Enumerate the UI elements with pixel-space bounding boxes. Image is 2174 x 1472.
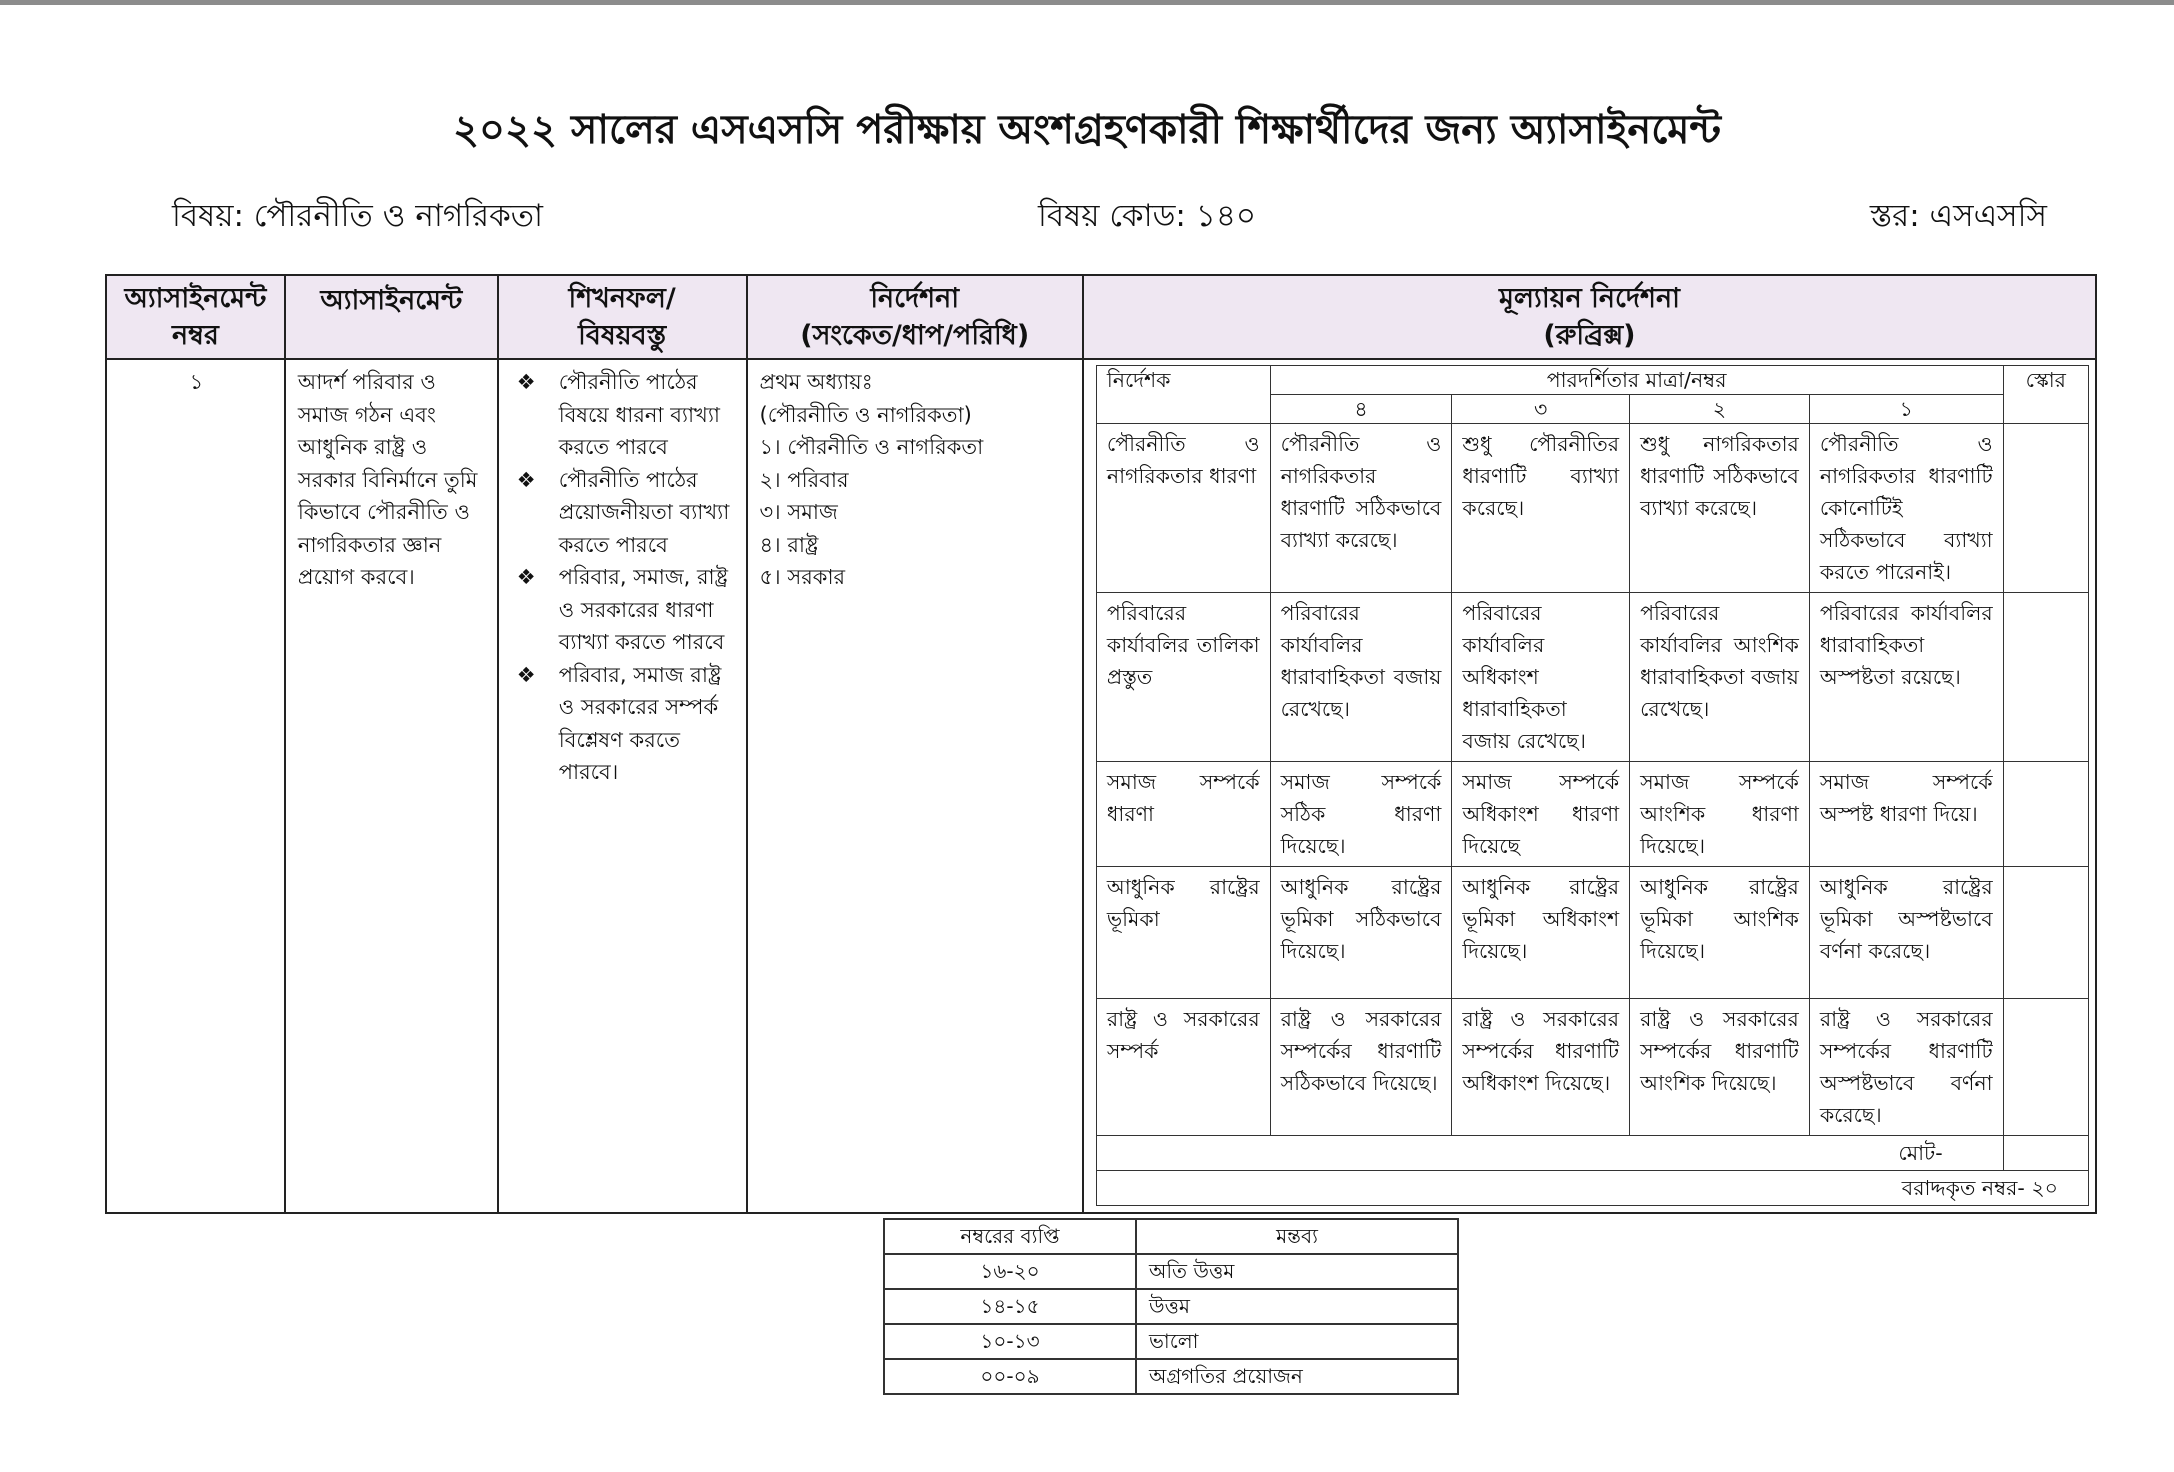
bullet-icon: ❖ bbox=[516, 565, 536, 589]
rubric-cell: রাষ্ট্র ও সরকারের সম্পর্কের ধারণাটি অধিকাংশ দিয়েছে। bbox=[1452, 999, 1630, 1136]
rubric-cell: শুধু নাগরিকতার ধারণাটি সঠিকভাবে ব্যাখ্যা করেছে। bbox=[1630, 424, 1810, 593]
grade-table bbox=[883, 1218, 1459, 1395]
rubric-cell: পরিবারের কার্যাবলির ধারাবাহিকতা অস্পষ্টতা রয়েছে। bbox=[1809, 593, 2003, 762]
rubric-cell: পরিবারের কার্যাবলির ধারাবাহিকতা বজায় রেখেছে। bbox=[1270, 593, 1452, 762]
page-title: ২০২২ সালের এসএসসি পরীক্ষায় অংশগ্রহণকারী শিক্ষার্থীদের জন্য অ্যাসাইনমেন্ট bbox=[453, 107, 1721, 153]
grade-range-header: নম্বরের ব্যপ্তি bbox=[884, 1219, 1136, 1254]
rubric-cell: রাষ্ট্র ও সরকারের সম্পর্কের ধারণাটি আংশিক দিয়েছে। bbox=[1630, 999, 1810, 1136]
rubric-score-cell bbox=[2003, 424, 2088, 593]
grade-range: ১০-১৩ bbox=[884, 1324, 1136, 1359]
assignment-text: আদর্শ পরিবার ও সমাজ গঠন এবং আধুনিক রাষ্ট্র ও সরকার বিনির্মানে তুমি কিভাবে পৌরনীতি ও নাগরিকতার জ্ঞান প্রয়োগ করবে। bbox=[285, 359, 498, 1213]
rubric-row bbox=[1096, 762, 2088, 867]
rubric-score-cell bbox=[2003, 999, 2088, 1136]
bullet-icon: ❖ bbox=[516, 662, 536, 687]
assignment-number: ১ bbox=[106, 359, 285, 1213]
rubric-score-header: স্কোর bbox=[2003, 366, 2088, 424]
rubric-table bbox=[1096, 365, 2089, 1206]
rubric-cell: পৌরনীতি ও নাগরিকতার ধারণাটি সঠিকভাবে ব্যাখ্যা করেছে। bbox=[1270, 424, 1452, 593]
instruction-line: ১। পৌরনীতি ও নাগরিকতা bbox=[759, 435, 984, 459]
outcome-item: ❖ পরিবার, সমাজ, রাষ্ট্র ও সরকারের ধারণা ব্যাখ্যা করতে পারবে bbox=[511, 561, 736, 659]
rubric-row bbox=[1096, 867, 2088, 999]
rubric-level: ৩ bbox=[1452, 395, 1630, 424]
rubric-indicator: সমাজ সম্পর্কে ধারণা bbox=[1096, 762, 1270, 867]
rubric-cell: সমাজ সম্পর্কে আংশিক ধারণা দিয়েছে। bbox=[1630, 762, 1810, 867]
rubric-cell: পরিবারের কার্যাবলির অধিকাংশ ধারাবাহিকতা বজায় রেখেছে। bbox=[1452, 593, 1630, 762]
rubric-score-cell bbox=[2003, 867, 2088, 999]
rubric-total-row bbox=[1096, 1136, 2088, 1171]
outcome-item: ❖ পরিবার, সমাজ রাষ্ট্র ও সরকারের সম্পর্ক বিশ্লেষণ করতে পারবে। bbox=[511, 659, 736, 789]
instructions bbox=[747, 359, 1083, 1213]
bullet-icon: ❖ bbox=[516, 370, 536, 394]
instruction-line: ২। পরিবার bbox=[759, 467, 849, 492]
outcome-item: ❖ পৌরনীতি পাঠের বিষয়ে ধারনা ব্যাখ্যা করতে পারবে bbox=[511, 366, 736, 464]
rubric-cell: শুধু পৌরনীতির ধারণাটি ব্যাখ্যা করেছে। bbox=[1452, 424, 1630, 593]
rubric-indicator: পরিবারের কার্যাবলির তালিকা প্রস্তুত bbox=[1096, 593, 1270, 762]
rubric-cell: আধুনিক রাষ্ট্রের ভূমিকা সঠিকভাবে দিয়েছে। bbox=[1270, 867, 1452, 999]
subject-code-label: বিষয় কোড: ১৪০ bbox=[1038, 198, 1257, 234]
header-learning-outcome: শিখনফল/ বিষয়বস্তু bbox=[498, 275, 747, 359]
rubric-allocated-label: বরাদ্দকৃত নম্বর- ২০ bbox=[1096, 1171, 2088, 1206]
header-assignment: অ্যাসাইনমেন্ট bbox=[285, 275, 498, 359]
grade-row bbox=[884, 1254, 1458, 1289]
bullet-icon: ❖ bbox=[516, 467, 536, 492]
header-instruction: নির্দেশনা (সংকেত/ধাপ/পরিধি) bbox=[747, 275, 1083, 359]
grade-comment: অগ্রগতির প্রয়োজন bbox=[1136, 1359, 1458, 1394]
learning-outcomes bbox=[498, 359, 747, 1213]
rubric-cell: রাষ্ট্র ও সরকারের সম্পর্কের ধারণাটি সঠিকভাবে দিয়েছে। bbox=[1270, 999, 1452, 1136]
rubric-row bbox=[1096, 424, 2088, 593]
rubric-row bbox=[1096, 999, 2088, 1136]
top-border-line bbox=[0, 0, 2174, 5]
rubric-total-score bbox=[2003, 1136, 2088, 1171]
grade-range: ১৪-১৫ bbox=[884, 1289, 1136, 1324]
assignment-row bbox=[106, 359, 2096, 1213]
rubric-cell: আধুনিক রাষ্ট্রের ভূমিকা অস্পষ্টভাবে বর্ণনা করেছে। bbox=[1809, 867, 2003, 999]
instruction-line: প্রথম অধ্যায়ঃ bbox=[759, 370, 873, 394]
rubric-total-label: মোট- bbox=[1096, 1136, 2003, 1171]
grade-range: ০০-০৯ bbox=[884, 1359, 1136, 1394]
rubric-cell: সমাজ সম্পর্কে অস্পষ্ট ধারণা দিয়ে। bbox=[1809, 762, 2003, 867]
outcome-item: ❖ পৌরনীতি পাঠের প্রয়োজনীয়তা ব্যাখ্যা করতে পারবে bbox=[511, 464, 736, 562]
grade-range: ১৬-২০ bbox=[884, 1254, 1136, 1289]
grade-header-row bbox=[884, 1219, 1458, 1254]
rubric-indicator-header: নির্দেশক bbox=[1096, 366, 1270, 424]
header-assignment-no: অ্যাসাইনমেন্ট নম্বর bbox=[106, 275, 285, 359]
rubric-score-cell bbox=[2003, 762, 2088, 867]
grade-row bbox=[884, 1324, 1458, 1359]
rubric-cell: সমাজ সম্পর্কে অধিকাংশ ধারণা দিয়েছে bbox=[1452, 762, 1630, 867]
rubric-level-header: পারদর্শিতার মাত্রা/নম্বর bbox=[1270, 366, 2003, 395]
rubric-indicator: আধুনিক রাষ্ট্রের ভূমিকা bbox=[1096, 867, 1270, 999]
assignment-table-header bbox=[106, 275, 2096, 359]
rubric-level: ২ bbox=[1630, 395, 1810, 424]
header-evaluation: মূল্যায়ন নির্দেশনা (রুব্রিক্স) bbox=[1083, 275, 2096, 359]
grade-comment: উত্তম bbox=[1136, 1289, 1458, 1324]
instruction-line: ৫। সরকার bbox=[759, 565, 846, 589]
instruction-line: ৩। সমাজ bbox=[759, 500, 838, 524]
rubric-header-row bbox=[1096, 366, 2088, 395]
rubric-indicator: পৌরনীতি ও নাগরিকতার ধারণা bbox=[1096, 424, 1270, 593]
subject-label: বিষয়: পৌরনীতি ও নাগরিকতা bbox=[172, 198, 544, 234]
rubric-cell: আধুনিক রাষ্ট্রের ভূমিকা অধিকাংশ দিয়েছে। bbox=[1452, 867, 1630, 999]
instruction-line: ৪। রাষ্ট্র bbox=[759, 532, 819, 557]
instruction-line: (পৌরনীতি ও নাগরিকতা) bbox=[759, 402, 972, 427]
rubric-allocated-row bbox=[1096, 1171, 2088, 1206]
grade-comment: ভালো bbox=[1136, 1324, 1458, 1359]
rubric-level: ১ bbox=[1809, 395, 2003, 424]
rubric-score-cell bbox=[2003, 593, 2088, 762]
rubric-row bbox=[1096, 593, 2088, 762]
rubric-cell: সমাজ সম্পর্কে সঠিক ধারণা দিয়েছে। bbox=[1270, 762, 1452, 867]
rubric-container bbox=[1083, 359, 2096, 1213]
assignment-table bbox=[105, 274, 2097, 1214]
rubric-indicator: রাষ্ট্র ও সরকারের সম্পর্ক bbox=[1096, 999, 1270, 1136]
grade-comment: অতি উত্তম bbox=[1136, 1254, 1458, 1289]
rubric-level: ৪ bbox=[1270, 395, 1452, 424]
rubric-cell: আধুনিক রাষ্ট্রের ভূমিকা আংশিক দিয়েছে। bbox=[1630, 867, 1810, 999]
grade-row bbox=[884, 1359, 1458, 1394]
level-label: স্তর: এসএসসি bbox=[1869, 198, 2047, 234]
rubric-cell: রাষ্ট্র ও সরকারের সম্পর্কের ধারণাটি অস্পষ্টভাবে বর্ণনা করেছে। bbox=[1809, 999, 2003, 1136]
rubric-cell: পৌরনীতি ও নাগরিকতার ধারণাটি কোনোটিই সঠিকভাবে ব্যাখ্যা করতে পারেনাই। bbox=[1809, 424, 2003, 593]
grade-row bbox=[884, 1289, 1458, 1324]
grade-comment-header: মন্তব্য bbox=[1136, 1219, 1458, 1254]
rubric-cell: পরিবারের কার্যাবলির আংশিক ধারাবাহিকতা বজায় রেখেছে। bbox=[1630, 593, 1810, 762]
